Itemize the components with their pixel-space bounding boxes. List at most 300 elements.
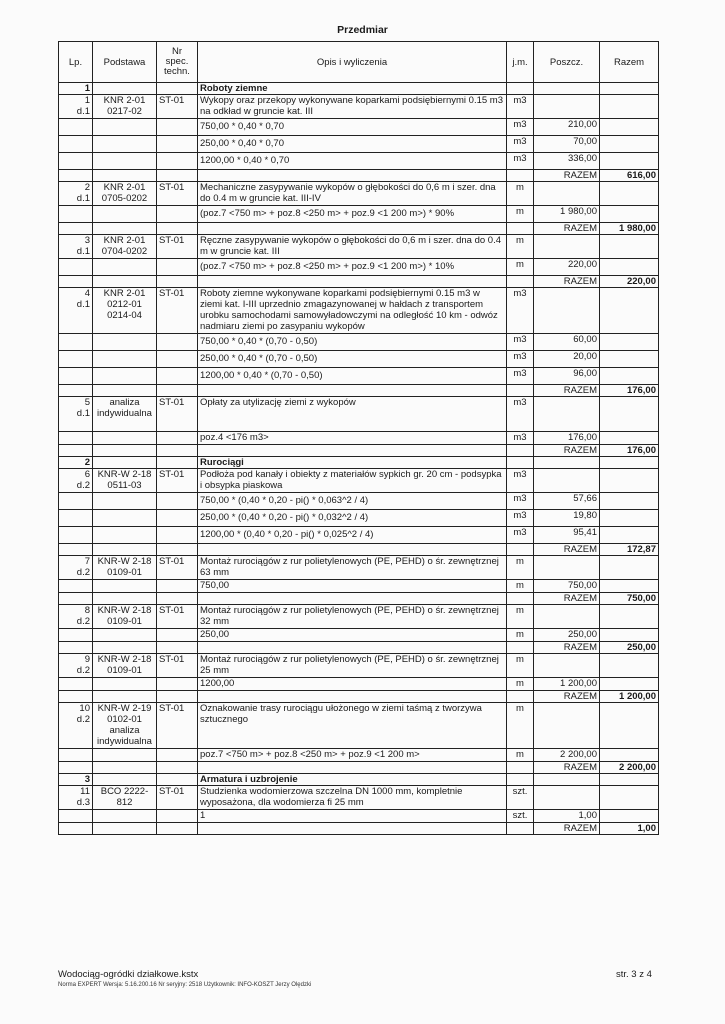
calculation-text: 1200,00 * 0,40 * (0,70 - 0,50) [198,368,507,385]
total-value: 1,00 [600,823,659,835]
calculation-text: poz.4 <176 m3> [198,432,507,445]
partial-quantity: 2 200,00 [534,749,600,762]
cell-empty [59,259,93,276]
calculation-text: 750,00 * 0,40 * 0,70 [198,119,507,136]
cell-empty [600,119,659,136]
description: Oznakowanie trasy rurociągu ułożonego w ziemi taśmą z tworzywa sztucznego [198,703,507,749]
section-row [59,83,659,95]
calculation-row [59,206,659,223]
unit: szt. [507,786,534,810]
cell-empty [59,580,93,593]
calculation-text: 1200,00 * 0,40 * 0,70 [198,153,507,170]
cell-empty [93,170,157,182]
total-row [59,385,659,397]
cell-empty [507,385,534,397]
unit: m3 [507,288,534,334]
cell-empty [93,276,157,288]
cell-empty [93,432,157,445]
cell-empty [59,810,93,823]
header-opis: Opis i wyliczenia [198,42,507,83]
position-number: 7 d.2 [59,556,93,580]
partial-quantity: 220,00 [534,259,600,276]
cell-empty [93,774,157,786]
total-value: 2 200,00 [600,762,659,774]
position-row [59,556,659,580]
basis-code: BCO 2222-812 [93,786,157,810]
calculation-row [59,334,659,351]
total-label: RAZEM [534,593,600,605]
spec-number: ST-01 [157,397,198,432]
cell-empty [93,691,157,703]
total-label: RAZEM [534,762,600,774]
position-row [59,235,659,259]
calculation-text: poz.7 <750 m> + poz.8 <250 m> + poz.9 <1 200 m> [198,749,507,762]
cell-empty [600,703,659,749]
cell-empty [507,642,534,654]
cell-empty [600,786,659,810]
cell-empty [157,83,198,95]
footer-software-info: Norma EXPERT Wersja: 5.16.200.16 Nr seryjny: 2518 Użytkownik: INFO-KOSZT Jerzy Olędzki [58,982,312,988]
cell-empty [59,544,93,556]
cell-empty [59,445,93,457]
cell-empty [157,762,198,774]
cell-empty [534,605,600,629]
cell-empty [600,153,659,170]
cell-empty [534,703,600,749]
unit: m [507,678,534,691]
unit: szt. [507,810,534,823]
total-row [59,170,659,182]
cell-empty [157,368,198,385]
cell-empty [600,605,659,629]
position-row [59,95,659,119]
cell-empty [157,593,198,605]
cell-empty [600,774,659,786]
partial-quantity: 1,00 [534,810,600,823]
unit: m3 [507,493,534,510]
calculation-row [59,493,659,510]
cell-empty [93,762,157,774]
calculation-row [59,629,659,642]
cell-empty [198,642,507,654]
cell-empty [600,457,659,469]
cell-empty [198,170,507,182]
total-label: RAZEM [534,385,600,397]
cell-empty [93,351,157,368]
cell-empty [157,259,198,276]
cell-empty [59,170,93,182]
position-row [59,397,659,432]
section-number: 1 [59,83,93,95]
cell-empty [93,457,157,469]
cell-empty [59,593,93,605]
cell-empty [93,593,157,605]
cell-empty [600,368,659,385]
cell-empty [93,510,157,527]
cell-empty [600,288,659,334]
cell-empty [93,334,157,351]
unit: m [507,235,534,259]
cell-empty [157,385,198,397]
cell-empty [59,153,93,170]
description: Montaż rurociągów z rur polietylenowych (PE, PEHD) o śr. zewnętrznej 63 mm [198,556,507,580]
cell-empty [59,368,93,385]
partial-quantity: 210,00 [534,119,600,136]
position-row [59,469,659,493]
cell-empty [59,385,93,397]
basis-code: KNR-W 2-18 0511-03 [93,469,157,493]
cell-empty [157,334,198,351]
cell-empty [600,95,659,119]
basis-code: KNR-W 2-19 0102-01 analiza indywidualna [93,703,157,749]
calculation-text: 250,00 * 0,40 * 0,70 [198,136,507,153]
cell-empty [534,397,600,432]
total-value: 1 980,00 [600,223,659,235]
cell-empty [534,182,600,206]
calculation-row [59,259,659,276]
basis-code: KNR-W 2-18 0109-01 [93,605,157,629]
cell-empty [198,276,507,288]
calculation-row [59,527,659,544]
spec-number: ST-01 [157,182,198,206]
section-row [59,457,659,469]
cell-empty [59,223,93,235]
total-value: 176,00 [600,445,659,457]
partial-quantity: 336,00 [534,153,600,170]
calculation-text: 250,00 * (0,40 * 0,20 - pi() * 0,032^2 / 4) [198,510,507,527]
cell-empty [93,368,157,385]
cell-empty [157,642,198,654]
cell-empty [59,493,93,510]
unit: m [507,749,534,762]
cell-empty [93,629,157,642]
position-number: 11 d.3 [59,786,93,810]
position-row [59,786,659,810]
cell-empty [600,259,659,276]
section-title: Armatura i uzbrojenie [198,774,507,786]
cell-empty [198,544,507,556]
partial-quantity: 20,00 [534,351,600,368]
cell-empty [198,385,507,397]
position-number: 8 d.2 [59,605,93,629]
cell-empty [507,445,534,457]
cell-empty [93,527,157,544]
cell-empty [600,351,659,368]
cell-empty [157,276,198,288]
total-row [59,691,659,703]
cell-empty [59,642,93,654]
cell-empty [157,493,198,510]
cell-empty [534,288,600,334]
cell-empty [507,823,534,835]
cell-empty [507,170,534,182]
unit: m [507,556,534,580]
cell-empty [534,469,600,493]
partial-quantity: 57,66 [534,493,600,510]
position-number: 6 d.2 [59,469,93,493]
spec-number: ST-01 [157,703,198,749]
cell-empty [157,153,198,170]
cell-empty [534,95,600,119]
spec-number: ST-01 [157,556,198,580]
cell-empty [93,119,157,136]
description: Roboty ziemne wykonywane koparkami podsiębiernymi 0.15 m3 w ziemi kat. I-III uprzednio zmagazynowanej w hałdach z transportem urobku samochodami samowyładowczymi na odległość 10 km - odwóz nadmiaru ziemi po zasypaniu wykopów [198,288,507,334]
header-poszcz: Poszcz. [534,42,600,83]
basis-code: KNR 2-01 0212-01 0214-04 [93,288,157,334]
calculation-row [59,351,659,368]
unit: m [507,605,534,629]
partial-quantity: 1 980,00 [534,206,600,223]
cell-empty [600,510,659,527]
unit: m3 [507,510,534,527]
partial-quantity: 70,00 [534,136,600,153]
cell-empty [93,83,157,95]
cell-empty [198,691,507,703]
cell-empty [534,654,600,678]
basis-code: KNR 2-01 0705-0202 [93,182,157,206]
cell-empty [507,223,534,235]
total-value: 616,00 [600,170,659,182]
cell-empty [157,223,198,235]
cell-empty [600,810,659,823]
cell-empty [59,334,93,351]
cell-empty [600,749,659,762]
cell-empty [93,259,157,276]
total-label: RAZEM [534,276,600,288]
cell-empty [157,544,198,556]
calculation-text: 750,00 * (0,40 * 0,20 - pi() * 0,063^2 / 4) [198,493,507,510]
position-row [59,182,659,206]
cell-empty [507,774,534,786]
position-number: 9 d.2 [59,654,93,678]
calculation-row [59,510,659,527]
calculation-text: 250,00 * 0,40 * (0,70 - 0,50) [198,351,507,368]
calculation-text: (poz.7 <750 m> + poz.8 <250 m> + poz.9 <1 200 m>) * 10% [198,259,507,276]
cell-empty [93,206,157,223]
position-row [59,654,659,678]
calculation-row [59,432,659,445]
calculation-row [59,678,659,691]
cell-empty [157,445,198,457]
unit: m3 [507,368,534,385]
header-lp: Lp. [59,42,93,83]
total-row [59,762,659,774]
cell-empty [507,544,534,556]
position-number: 1 d.1 [59,95,93,119]
unit: m [507,703,534,749]
cell-empty [59,629,93,642]
cell-empty [534,556,600,580]
description: Podłoża pod kanały i obiekty z materiałów sypkich gr. 20 cm - podsypka i obsypka piaskowa [198,469,507,493]
cell-empty [600,527,659,544]
total-row [59,823,659,835]
total-row [59,544,659,556]
cell-empty [600,235,659,259]
cell-empty [59,749,93,762]
total-label: RAZEM [534,170,600,182]
unit: m3 [507,432,534,445]
cell-empty [600,493,659,510]
unit: m3 [507,527,534,544]
cell-empty [59,276,93,288]
header-razem: Razem [600,42,659,83]
position-number: 5 d.1 [59,397,93,432]
cell-empty [534,235,600,259]
unit: m3 [507,469,534,493]
description: Studzienka wodomierzowa szczelna DN 1000 mm, kompletnie wyposażona, dla wodomierza fi 25 mm [198,786,507,810]
cell-empty [93,810,157,823]
unit: m [507,182,534,206]
cell-empty [59,136,93,153]
total-value: 176,00 [600,385,659,397]
cell-empty [507,276,534,288]
unit: m [507,629,534,642]
cell-empty [507,83,534,95]
total-row [59,642,659,654]
unit: m3 [507,351,534,368]
calculation-row [59,810,659,823]
cell-empty [534,774,600,786]
basis-code: KNR-W 2-18 0109-01 [93,654,157,678]
unit: m3 [507,397,534,432]
calculation-row [59,749,659,762]
calculation-row [59,153,659,170]
calculation-text: 1200,00 * (0,40 * 0,20 - pi() * 0,025^2 / 4) [198,527,507,544]
calculation-text: 750,00 * 0,40 * (0,70 - 0,50) [198,334,507,351]
total-value: 750,00 [600,593,659,605]
position-row [59,288,659,334]
unit: m3 [507,153,534,170]
cell-empty [157,774,198,786]
cell-empty [59,691,93,703]
spec-number: ST-01 [157,469,198,493]
unit: m [507,654,534,678]
cell-empty [157,580,198,593]
table-header-row [59,42,659,83]
description: Opłaty za utylizację ziemi z wykopów [198,397,507,432]
calculation-row [59,136,659,153]
partial-quantity: 95,41 [534,527,600,544]
cell-empty [534,786,600,810]
cell-empty [93,493,157,510]
cell-empty [157,432,198,445]
section-title: Roboty ziemne [198,83,507,95]
unit: m3 [507,95,534,119]
partial-quantity: 19,80 [534,510,600,527]
cell-empty [157,749,198,762]
partial-quantity: 750,00 [534,580,600,593]
calculation-text: 1200,00 [198,678,507,691]
cell-empty [93,749,157,762]
partial-quantity: 1 200,00 [534,678,600,691]
position-number: 3 d.1 [59,235,93,259]
cell-empty [157,823,198,835]
cell-empty [59,351,93,368]
calculation-text: (poz.7 <750 m> + poz.8 <250 m> + poz.9 <1 200 m>) * 90% [198,206,507,223]
cell-empty [59,510,93,527]
cell-empty [600,432,659,445]
basis-code: KNR-W 2-18 0109-01 [93,556,157,580]
section-row [59,774,659,786]
cell-empty [157,678,198,691]
position-number: 2 d.1 [59,182,93,206]
cell-empty [600,629,659,642]
cell-empty [534,457,600,469]
cell-empty [157,170,198,182]
footer-page-number: str. 3 z 4 [616,969,652,980]
cell-empty [59,823,93,835]
cell-empty [157,527,198,544]
position-row [59,605,659,629]
cell-empty [600,397,659,432]
cell-empty [198,223,507,235]
cell-empty [198,762,507,774]
basis-code: analiza indywidualna [93,397,157,432]
cell-empty [93,544,157,556]
total-label: RAZEM [534,823,600,835]
cell-empty [157,119,198,136]
cell-empty [600,654,659,678]
unit: m [507,206,534,223]
cell-empty [507,691,534,703]
unit: m [507,580,534,593]
page-title: Przedmiar [337,24,388,36]
cell-empty [600,206,659,223]
cell-empty [157,691,198,703]
cell-empty [93,678,157,691]
unit: m3 [507,136,534,153]
calculation-row [59,119,659,136]
basis-code: KNR 2-01 0217-02 [93,95,157,119]
total-value: 220,00 [600,276,659,288]
spec-number: ST-01 [157,786,198,810]
cell-empty [59,206,93,223]
calculation-text: 750,00 [198,580,507,593]
description: Montaż rurociągów z rur polietylenowych (PE, PEHD) o śr. zewnętrznej 32 mm [198,605,507,629]
cell-empty [507,457,534,469]
header-podstawa: Podstawa [93,42,157,83]
cell-empty [600,678,659,691]
spec-number: ST-01 [157,288,198,334]
partial-quantity: 176,00 [534,432,600,445]
total-label: RAZEM [534,223,600,235]
spec-number: ST-01 [157,605,198,629]
cell-empty [507,593,534,605]
section-number: 2 [59,457,93,469]
partial-quantity: 250,00 [534,629,600,642]
cell-empty [59,432,93,445]
total-label: RAZEM [534,445,600,457]
cell-empty [157,629,198,642]
cell-empty [157,810,198,823]
section-number: 3 [59,774,93,786]
przedmiar-table [58,41,659,835]
cell-empty [59,527,93,544]
spec-number: ST-01 [157,235,198,259]
basis-code: KNR 2-01 0704-0202 [93,235,157,259]
partial-quantity: 60,00 [534,334,600,351]
total-value: 250,00 [600,642,659,654]
description: Ręczne zasypywanie wykopów o głębokości do 0,6 m i szer. dna do 0.4 m w gruncie kat. III [198,235,507,259]
cell-empty [93,445,157,457]
position-number: 4 d.1 [59,288,93,334]
total-row [59,223,659,235]
cell-empty [59,762,93,774]
section-title: Rurociągi [198,457,507,469]
cell-empty [600,580,659,593]
header-jm: j.m. [507,42,534,83]
cell-empty [93,385,157,397]
